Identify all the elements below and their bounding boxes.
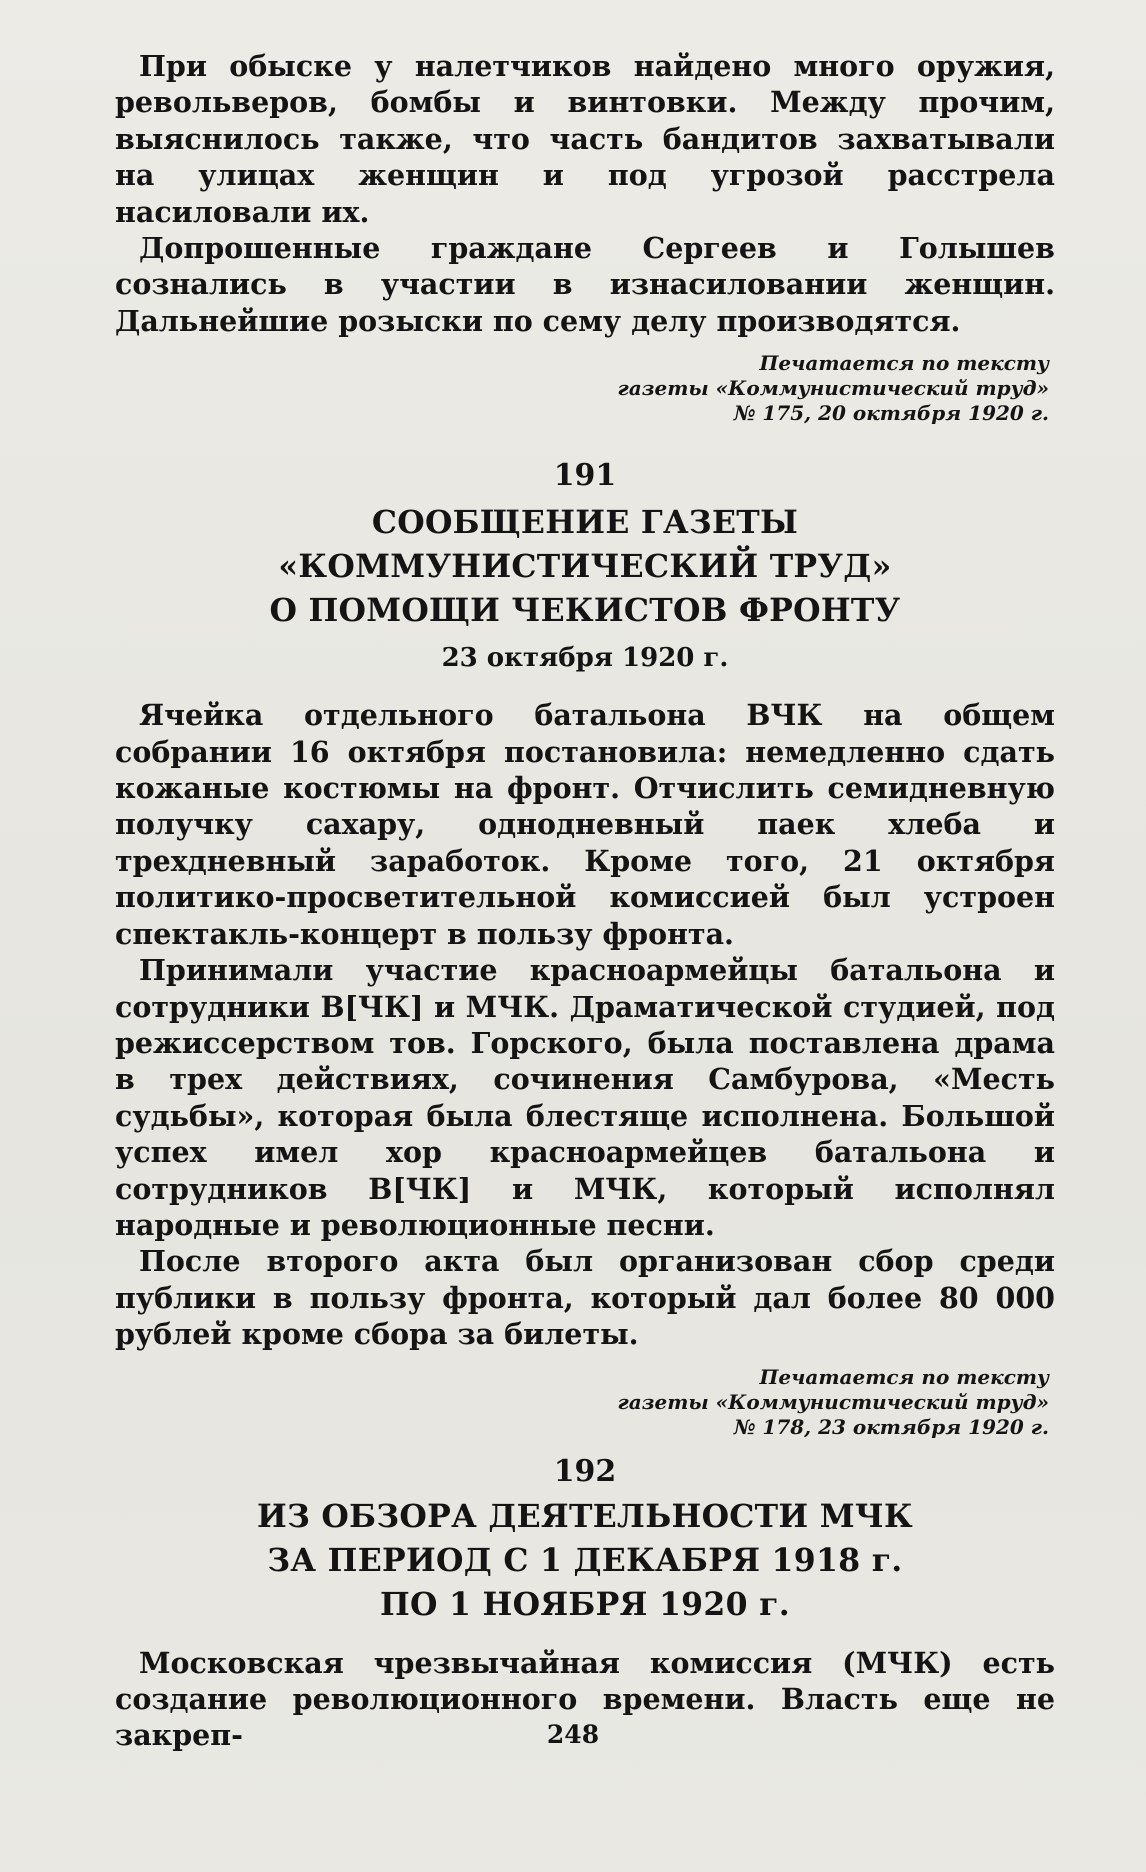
source-line: Печатается по тексту	[759, 1364, 1049, 1389]
page-number: 248	[546, 1720, 600, 1749]
source-line: № 175, 20 октября 1920 г.	[733, 401, 1049, 426]
paragraph: После второго акта был организован сбор среди публики в пользу фронта, который дал более 80 000 рублей кроме сбора за билеты.	[115, 1244, 1055, 1352]
source-line: газеты «Коммунистический труд»	[617, 1389, 1049, 1414]
title-line: ЗА ПЕРИОД С 1 ДЕКАБРЯ 1918 г.	[267, 1541, 903, 1579]
paragraph: Допрошенные граждане Сергеев и Голышев сознались в участии в изнасиловании женщин. Дальнейшие розыски по сему делу производятся.	[115, 231, 1055, 338]
document-number: 192	[553, 1453, 617, 1489]
title-line: О ПОМОЩИ ЧЕКИСТОВ ФРОНТУ	[269, 592, 901, 630]
document-title	[115, 501, 1055, 633]
title-line: ИЗ ОБЗОРА ДЕЯТЕЛЬНОСТИ МЧК	[257, 1497, 913, 1535]
paragraph: Принимали участие красноармейцы батальона и сотрудники В[ЧК] и МЧК. Драматической студией, под режиссерством тов. Горского, была поставлена драма в трех действиях, сочинения Самбурова, «Месть судьбы», которая была блестяще исполнена. Большой успех имел хор красноармейцев батальона и сотрудников В[ЧК] и МЧК, который исполнял народные и революционные песни.	[115, 953, 1055, 1242]
paragraph: При обыске у налетчиков найдено много оружия, револьверов, бомбы и винтовки. Между прочим, выяснилось также, что часть бандитов захватывали на улицах женщин и под угрозой расстрела насиловали их.	[115, 49, 1055, 229]
document-number: 191	[553, 458, 617, 494]
document-191	[115, 458, 1055, 1439]
source-line: № 178, 23 октября 1920 г.	[733, 1414, 1049, 1439]
text-column	[115, 48, 1055, 1754]
title-line: СООБЩЕНИЕ ГАЗЕТЫ	[371, 504, 799, 542]
source-note	[115, 351, 1049, 426]
document-date: 23 октября 1920 г.	[441, 643, 729, 674]
document-title	[115, 1495, 1055, 1627]
intro-section	[115, 48, 1055, 426]
source-line: газеты «Коммунистический труд»	[617, 376, 1049, 401]
source-line: Печатается по тексту	[759, 351, 1049, 376]
document-192	[115, 1454, 1055, 1754]
source-note	[115, 1365, 1049, 1440]
paragraph: Московская чрезвычайная комиссия (МЧК) есть создание революционного времени. Власть еще не закреп-	[115, 1645, 1055, 1753]
paragraph: Ячейка отдельного батальона ВЧК на общем собрании 16 октября постановила: немедленно сдать кожаные костюмы на фронт. Отчислить семидневную получку сахару, однодневный паек хлеба и трехдневный заработок. Кроме того, 21 октября политико-просветительной комиссией был устроен спектакль-концерт в пользу фронта.	[115, 698, 1055, 951]
title-line: «КОММУНИСТИЧЕСКИЙ ТРУД»	[278, 548, 892, 586]
title-line: ПО 1 НОЯБРЯ 1920 г.	[380, 1585, 790, 1623]
